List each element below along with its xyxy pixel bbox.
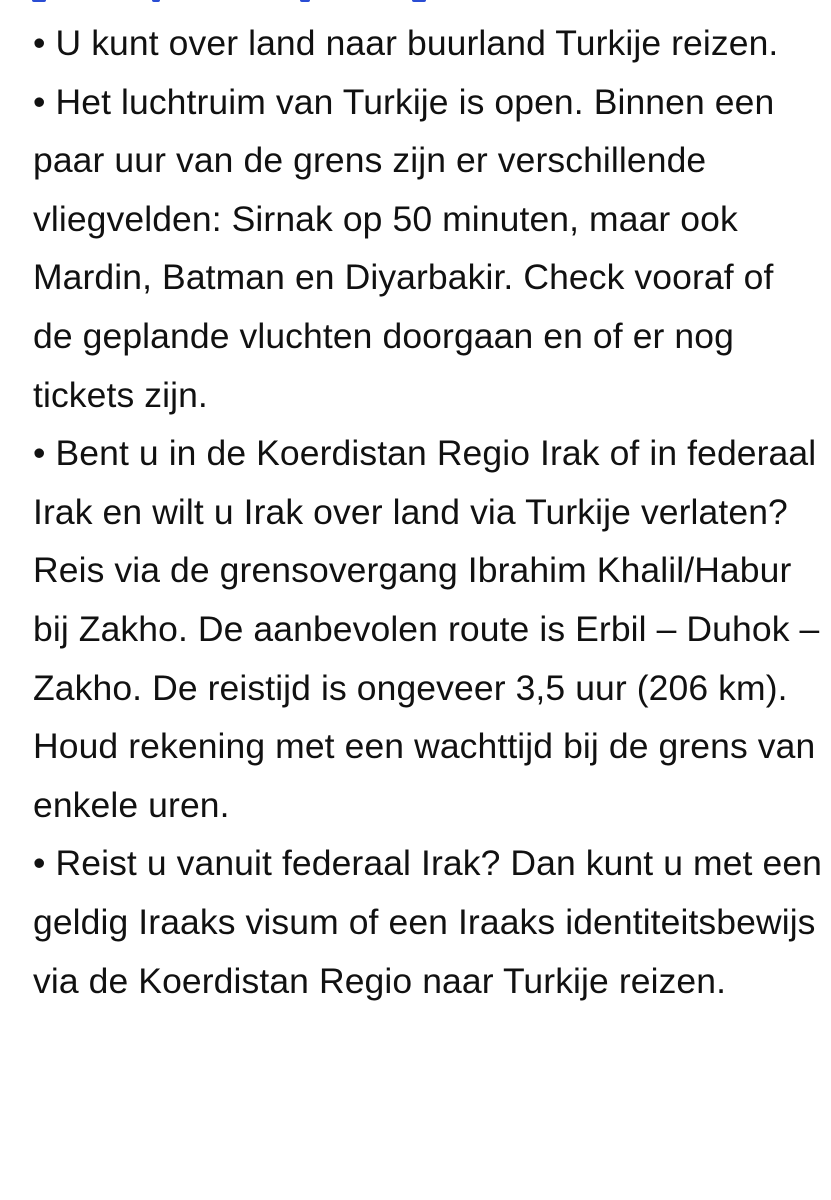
paragraph-text: U kunt over land naar buurland Turkije reizen.: [55, 23, 779, 63]
cropped-link-line[interactable]: [32, 0, 462, 8]
bullet-marker: •: [33, 81, 46, 122]
link-fragment: [300, 0, 310, 2]
link-fragment: [152, 0, 160, 2]
bullet-marker: •: [33, 843, 46, 884]
paragraph-text: Bent u in de Koerdistan Regio Irak of in federaal Irak en wilt u Irak over land via Turkije verlaten? Reis via de grensovergang Ibrahim Khalil/Habur bij Zakho. De aanbevolen route is Erbil – Duhok – Zakho. De reistijd is ongeveer 3,5 uur (206 km). Houd rekening met een wachttijd bij de grens van enkele uren.: [33, 433, 820, 825]
bullet-marker: •: [33, 433, 46, 474]
bullet-paragraph: [33, 14, 823, 73]
bullet-paragraph: [33, 73, 823, 425]
bullet-paragraph: [33, 424, 823, 834]
paragraph-text: Het luchtruim van Turkije is open. Binnen een paar uur van de grens zijn er verschillende vliegvelden: Sirnak op 50 minuten, maar ook Mardin, Batman en Diyarbakir. Check vooraf of de geplande vluchten doorgaan en of er nog tickets zijn.: [33, 81, 775, 415]
bullet-marker: •: [33, 23, 46, 63]
paragraph-text: Reist u vanuit federaal Irak? Dan kunt u met een geldig Iraaks visum of een Iraaks identiteitsbewijs via de Koerdistan Regio naar Turkije reizen.: [33, 843, 823, 1001]
travel-advice-text: [33, 14, 823, 1010]
link-fragment: [412, 0, 426, 2]
bullet-paragraph: [33, 834, 823, 1010]
link-fragment: [32, 0, 46, 2]
